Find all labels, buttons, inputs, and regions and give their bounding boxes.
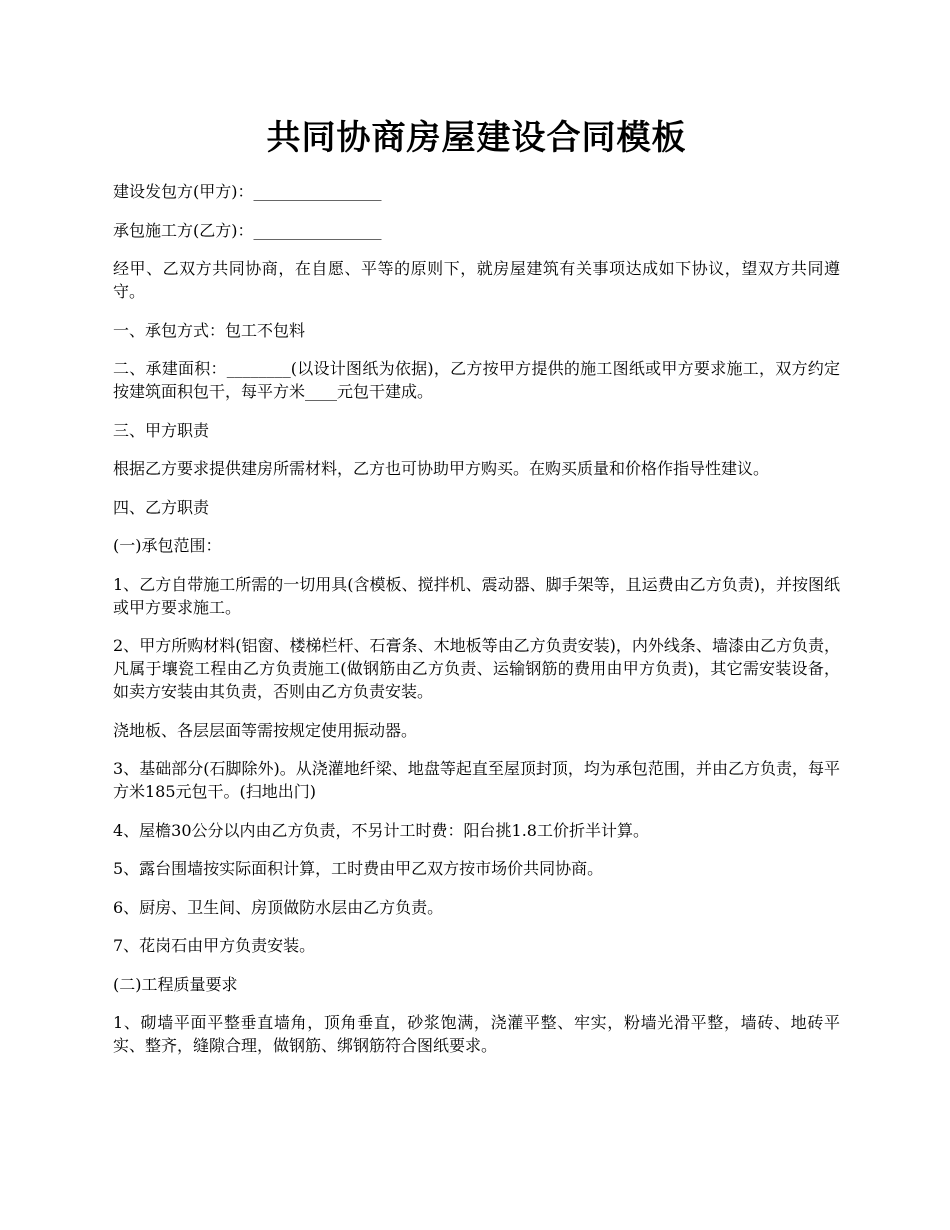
section-heading-party-b-duties: 四、乙方职责 bbox=[113, 497, 210, 517]
subsection-heading-scope: (一)承包范围： bbox=[113, 536, 222, 555]
document-body bbox=[113, 110, 840, 1073]
party-a-line: 建设发包方(甲方)：________________ bbox=[113, 182, 382, 201]
clause-2: 2、甲方所购材料(铝窗、楼梯栏杆、石膏条、木地板等由乙方负责安装)，内外线条、墙漆由乙方负责，凡属于壤瓷工程由乙方负责施工(做钢筋由乙方负责、运输钢筋的费用由甲方负责)，其它需安装设备，如卖方安装由其负责，否则由乙方负责安装。 bbox=[113, 636, 840, 701]
subsection-heading-quality: (二)工程质量要求 bbox=[113, 974, 238, 994]
party-a-duties-paragraph: 根据乙方要求提供建房所需材料，乙方也可协助甲方购买。在购买质量和价格作指导性建议。 bbox=[113, 459, 770, 478]
clause-4: 4、屋檐30公分以内由乙方负责，不另计工时费：阳台挑1.8工价折半计算。 bbox=[113, 820, 649, 840]
construction-area-paragraph: 二、承建面积：________(以设计图纸为依据)，乙方按甲方提供的施工图纸或甲方要求施工，双方约定按建筑面积包干，每平方米____元包干建成。 bbox=[113, 359, 840, 401]
clause-7: 7、花岗石由甲方负责安装。 bbox=[113, 936, 316, 955]
quality-clause-1: 1、砌墙平面平整垂直墙角，顶角垂直，砂浆饱满，浇灌平整、牢实，粉墙光滑平整，墙砖、地砖平实、整齐，缝隙合理，做钢筋、绑钢筋符合图纸要求。 bbox=[113, 1013, 840, 1055]
preamble-paragraph: 经甲、乙双方共同协商，在自愿、平等的原则下，就房屋建筑有关事项达成如下协议，望双方共同遵守。 bbox=[113, 259, 840, 301]
section-heading-party-a-duties: 三、甲方职责 bbox=[113, 420, 210, 440]
vibrator-note-paragraph: 浇地板、各层层面等需按规定使用振动器。 bbox=[113, 720, 418, 740]
clause-1: 1、乙方自带施工所需的一切用具(含模板、搅拌机、震动器、脚手架等，且运费由乙方负责)，并按图纸或甲方要求施工。 bbox=[113, 574, 840, 617]
clause-5: 5、露台围墙按实际面积计算，工时费由甲乙双方按市场价共同协商。 bbox=[113, 859, 604, 878]
clause-6: 6、厨房、卫生间、房顶做防水层由乙方负责。 bbox=[113, 897, 444, 917]
section-heading-contract-method: 一、承包方式：包工不包料 bbox=[113, 320, 306, 340]
document-title: 共同协商房屋建设合同模板 bbox=[266, 118, 687, 158]
party-b-line: 承包施工方(乙方)：________________ bbox=[113, 220, 382, 240]
clause-3: 3、基础部分(石脚除外)。从浇灌地纤梁、地盘等起直至屋顶封顶，均为承包范围，并由乙方负责，每平方米185元包干。(扫地出门) bbox=[113, 759, 840, 801]
